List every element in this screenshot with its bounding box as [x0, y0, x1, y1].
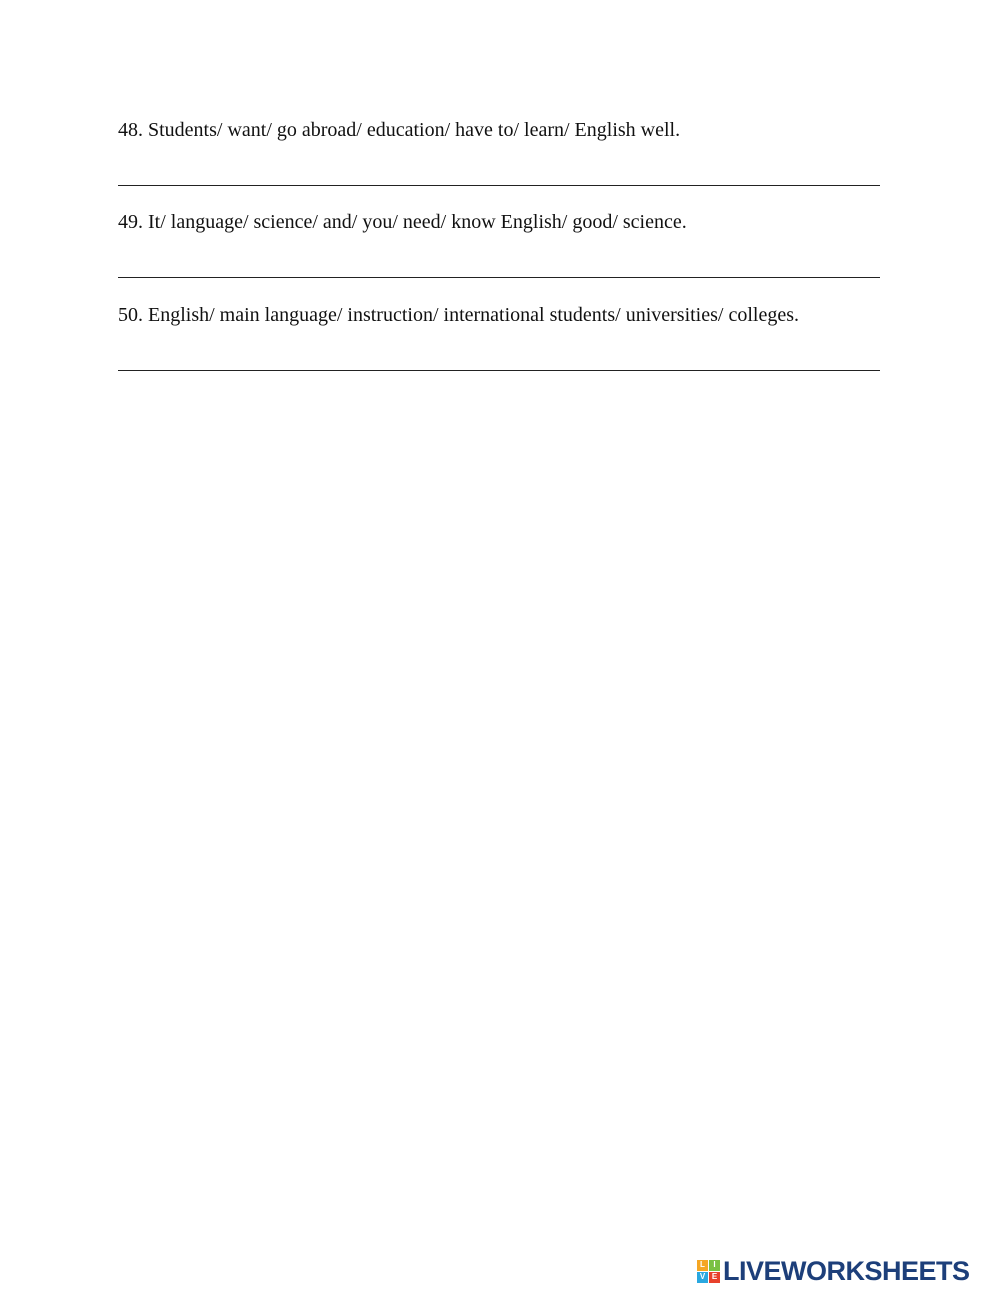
logo-badge-letter: E: [709, 1272, 720, 1283]
question-49: 49. It/ language/ science/ and/ you/ need/ know English/ good/ science.: [118, 211, 687, 233]
answer-line-48[interactable]: [118, 185, 880, 186]
logo-badge-icon: [697, 1260, 720, 1283]
liveworksheets-logo: [697, 1257, 970, 1285]
answer-line-50[interactable]: [118, 370, 880, 371]
answer-line-49[interactable]: [118, 277, 880, 278]
logo-badge-letter: V: [697, 1272, 708, 1283]
logo-badge-letter: L: [697, 1260, 708, 1271]
question-48: 48. Students/ want/ go abroad/ education/ have to/ learn/ English well.: [118, 119, 681, 141]
question-50: 50. English/ main language/ instruction/ international students/ universities/ colleges.: [118, 304, 799, 326]
logo-badge-letter: I: [709, 1260, 720, 1271]
logo-text: LIVEWORKSHEETS: [723, 1256, 970, 1286]
